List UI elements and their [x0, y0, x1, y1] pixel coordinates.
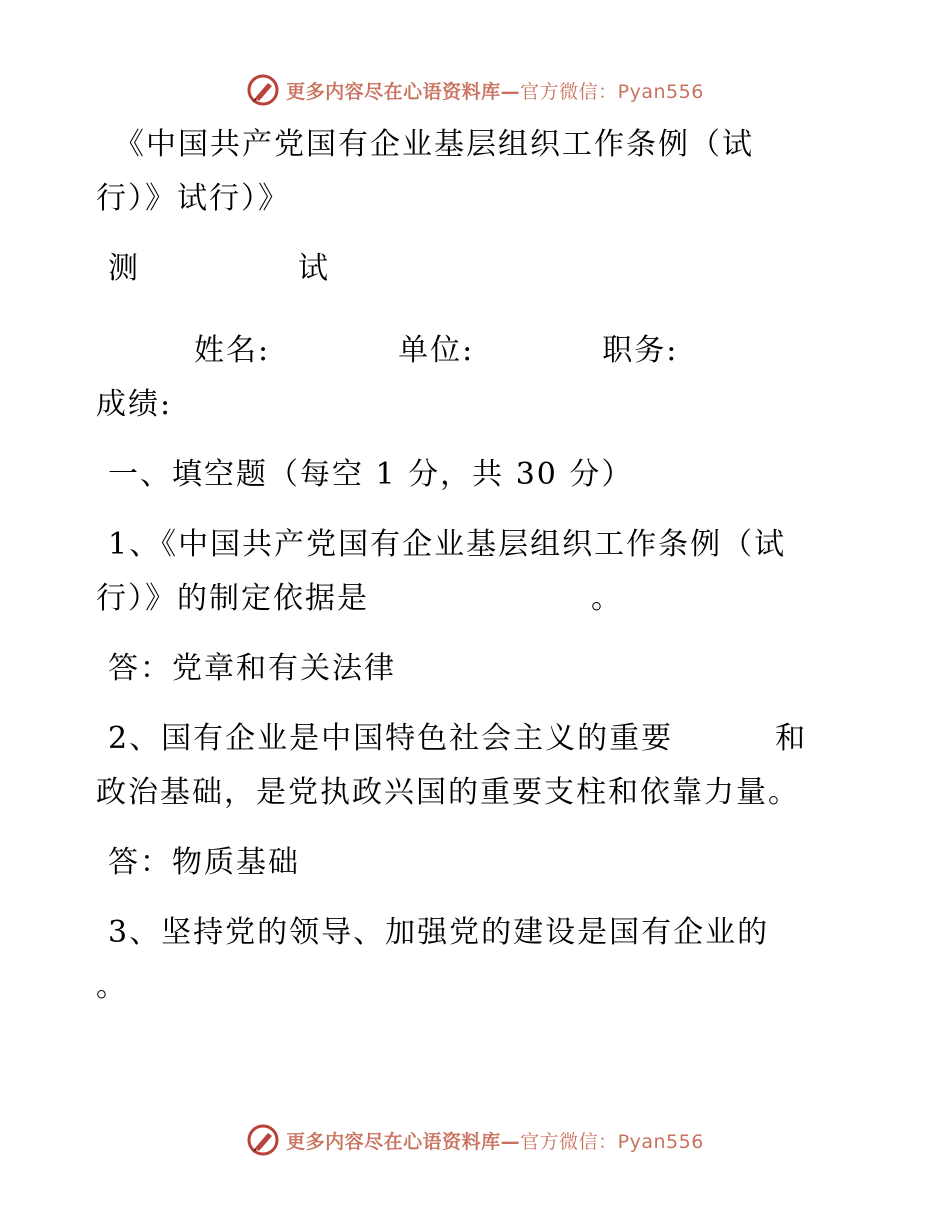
- question-2-line-1: [96, 712, 856, 766]
- question-1-answer: 答：党章和有关法律: [108, 651, 396, 686]
- info-fields-row: [96, 324, 856, 378]
- pen-logo-icon: [246, 1123, 280, 1157]
- question-2-end-char: 和: [775, 721, 808, 756]
- watermark-text: 更多内容尽在心语资料库—官方微信：Pyan556: [286, 80, 704, 103]
- question-3-line-2: 。: [96, 969, 128, 1004]
- watermark-banner-bottom: [0, 1120, 950, 1160]
- question-3-line-1: 3、坚持党的领导、加强党的建设是国有企业的: [108, 915, 770, 950]
- section-heading: 一、填空题（每空 1 分，共 30 分）: [108, 457, 634, 492]
- unit-field-label: 单位:: [398, 333, 475, 368]
- question-2-answer: 答：物质基础: [108, 845, 300, 880]
- question-2-line-2: 政治基础，是党执政兴国的重要支柱和依靠力量。: [96, 775, 800, 810]
- question-1-line-1: 1、《中国共产党国有企业基层组织工作条例（试: [108, 527, 787, 562]
- test-char-2: 试: [298, 251, 330, 286]
- document-title-line-2: 行）》试行）》: [96, 181, 290, 216]
- test-heading: [96, 242, 856, 296]
- question-1-line-2: [96, 572, 856, 626]
- score-field-label: 成绩:: [96, 387, 173, 422]
- question-2-text: 2、国有企业是中国特色社会主义的重要: [108, 721, 674, 756]
- document-title-line-1: 《中国共产党国有企业基层组织工作条例（试: [114, 127, 754, 162]
- question-1-end-mark: 。: [591, 581, 623, 616]
- position-field-label: 职务:: [602, 333, 679, 368]
- watermark-banner-top: [0, 70, 950, 110]
- test-char-1: 测: [108, 251, 140, 286]
- document-body: [96, 118, 856, 1014]
- question-1-text: 行）》的制定依据是: [96, 581, 369, 616]
- pen-logo-icon: [246, 73, 280, 107]
- name-field-label: 姓名:: [194, 333, 271, 368]
- watermark-text: 更多内容尽在心语资料库—官方微信：Pyan556: [286, 1130, 704, 1153]
